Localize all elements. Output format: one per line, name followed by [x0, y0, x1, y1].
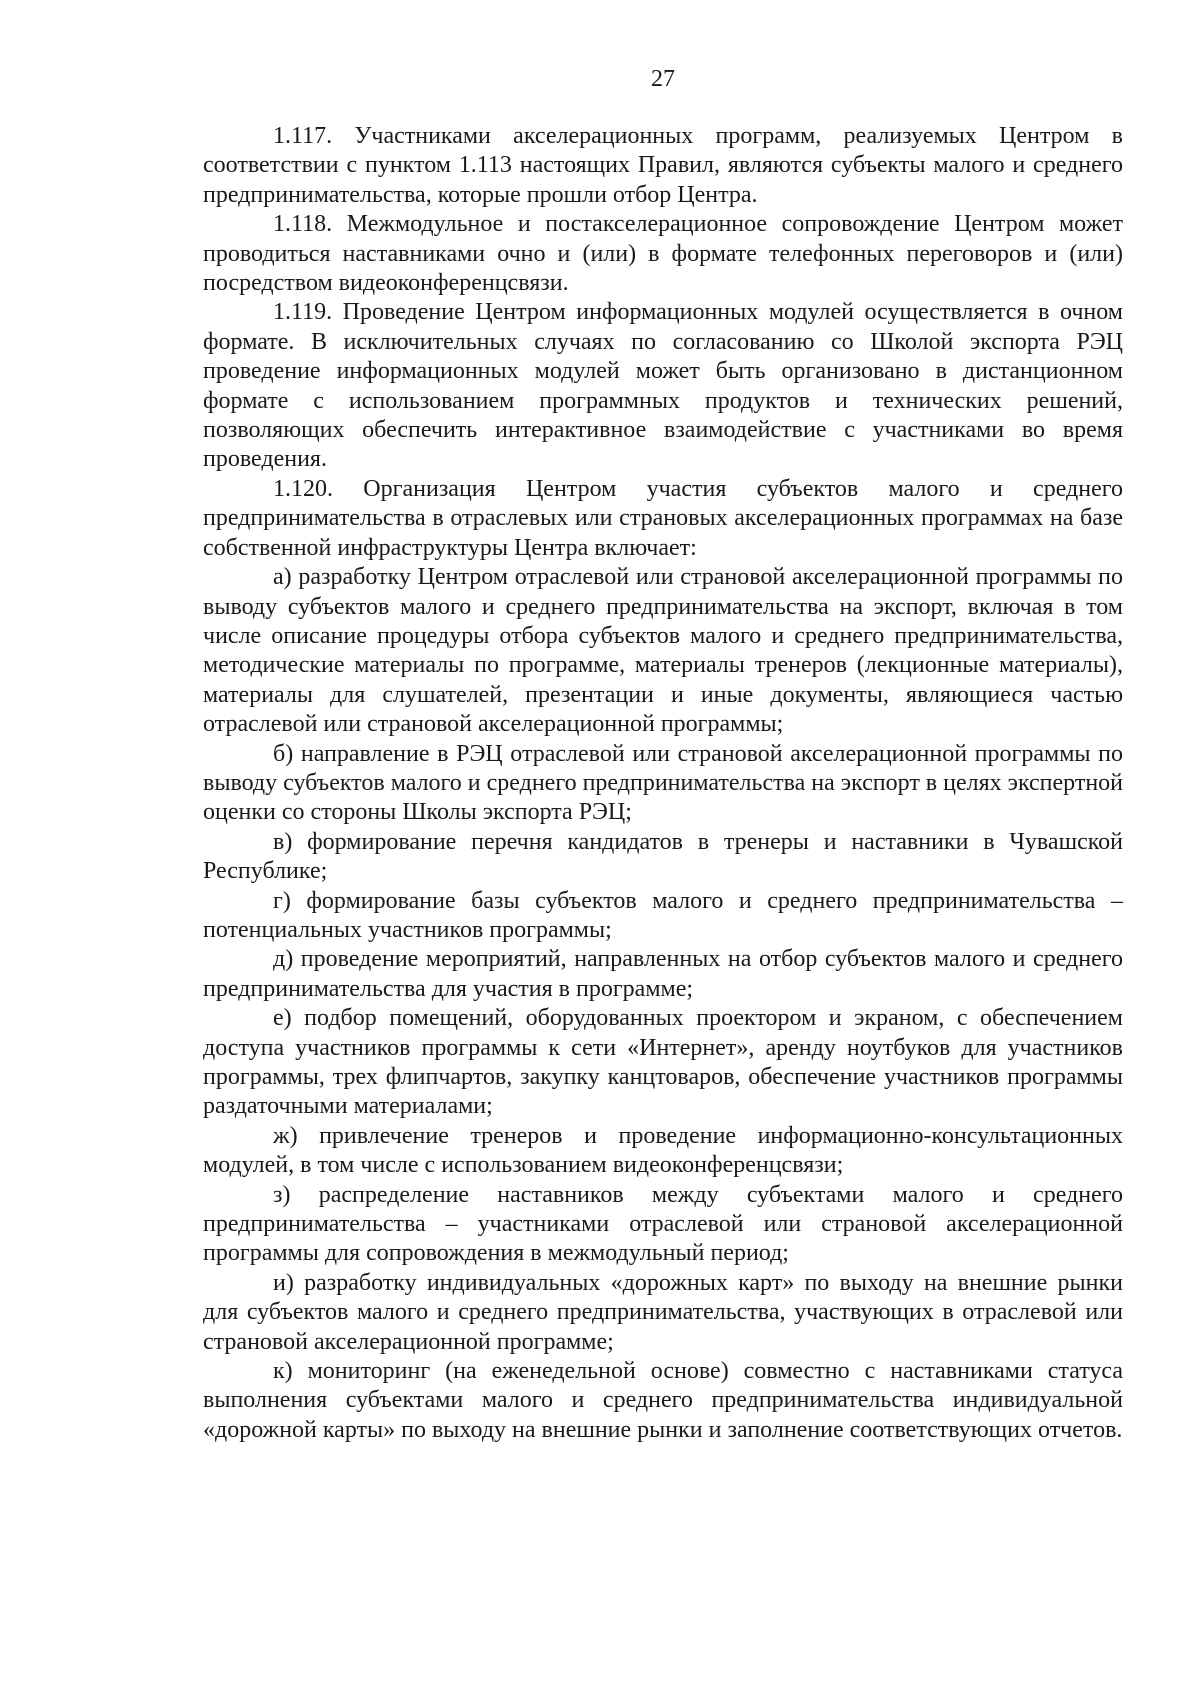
paragraph-1-120: 1.120. Организация Центром участия субъектов малого и среднего предпринимательства в отраслевых или страновых акселерационных программах на базе собственной инфраструктуры Центра включает: [203, 475, 1123, 561]
page-number: 27 [651, 66, 675, 92]
list-item-i: и) разработку индивидуальных «дорожных карт» по выходу на внешние рынки для субъектов малого и среднего предпринимательства, участвующих в отраслевой или страновой акселерационной программе; [203, 1269, 1123, 1355]
list-item-d: д) проведение мероприятий, направленных на отбор субъектов малого и среднего предпринимательства для участия в программе; [203, 946, 1123, 1002]
paragraph-1-118: 1.118. Межмодульное и постакселерационное сопровождение Центром может проводиться наставниками очно и (или) в формате телефонных переговоров и (или) посредством видеоконференцсвязи. [203, 211, 1123, 297]
list-item-b: б) направление в РЭЦ отраслевой или страновой акселерационной программы по выводу субъектов малого и среднего предпринимательства на экспорт в целях экспертной оценки со стороны Школы экспорта РЭЦ; [203, 740, 1124, 826]
list-item-g: г) формирование базы субъектов малого и среднего предпринимательства – потенциальных участников программы; [203, 887, 1123, 943]
list-item-a: а) разработку Центром отраслевой или страновой акселерационной программы по выводу субъектов малого и среднего предпринимательства на экспорт, включая в том числе описание процедуры отбора субъектов малого и среднего предпринимательства, методические материалы по программе, материалы тренеров (лекционные материалы), материалы для слушателей, презентации и иные документы, являющиеся частью отраслевой или страновой акселерационной программы; [203, 564, 1123, 738]
list-item-zh: ж) привлечение тренеров и проведение информационно-консультационных модулей, в том числе с использованием видеоконференцсвязи; [203, 1122, 1123, 1179]
list-item-k: к) мониторинг (на еженедельной основе) совместно с наставниками статуса выполнения субъектами малого и среднего предпринимательства индивидуальной «дорожной карты» по выходу на внешние рынки и заполнение соответствующих отчетов. [203, 1358, 1123, 1443]
paragraph-1-119: 1.119. Проведение Центром информационных модулей осуществляется в очном формате. В исключительных случаях по согласованию со Школой экспорта РЭЦ проведение информационных модулей может быть организовано в дистанционном формате с использованием программных продуктов и технических решений, позволяющих обеспечить интерактивное взаимодействие с участниками во время проведения. [203, 299, 1123, 473]
list-item-z: з) распределение наставников между субъектами малого и среднего предпринимательства – участниками отраслевой или страновой акселерационной программы для сопровождения в межмодульный период; [203, 1181, 1123, 1267]
document-page [203, 64, 1123, 1445]
paragraph-1-117: 1.117. Участниками акселерационных программ, реализуемых Центром в соответствии с пунктом 1.113 настоящих Правил, являются субъекты малого и среднего предпринимательства, которые прошли отбор Центра. [203, 123, 1123, 208]
list-item-e: е) подбор помещений, оборудованных проектором и экраном, с обеспечением доступа участников программы к сети «Интернет», аренду ноутбуков для участников программы, трех флипчартов, закупку канцтоваров, обеспечение участников программы раздаточными материалами; [203, 1005, 1123, 1120]
list-item-v: в) формирование перечня кандидатов в тренеры и наставники в Чувашской Республике; [203, 828, 1123, 885]
